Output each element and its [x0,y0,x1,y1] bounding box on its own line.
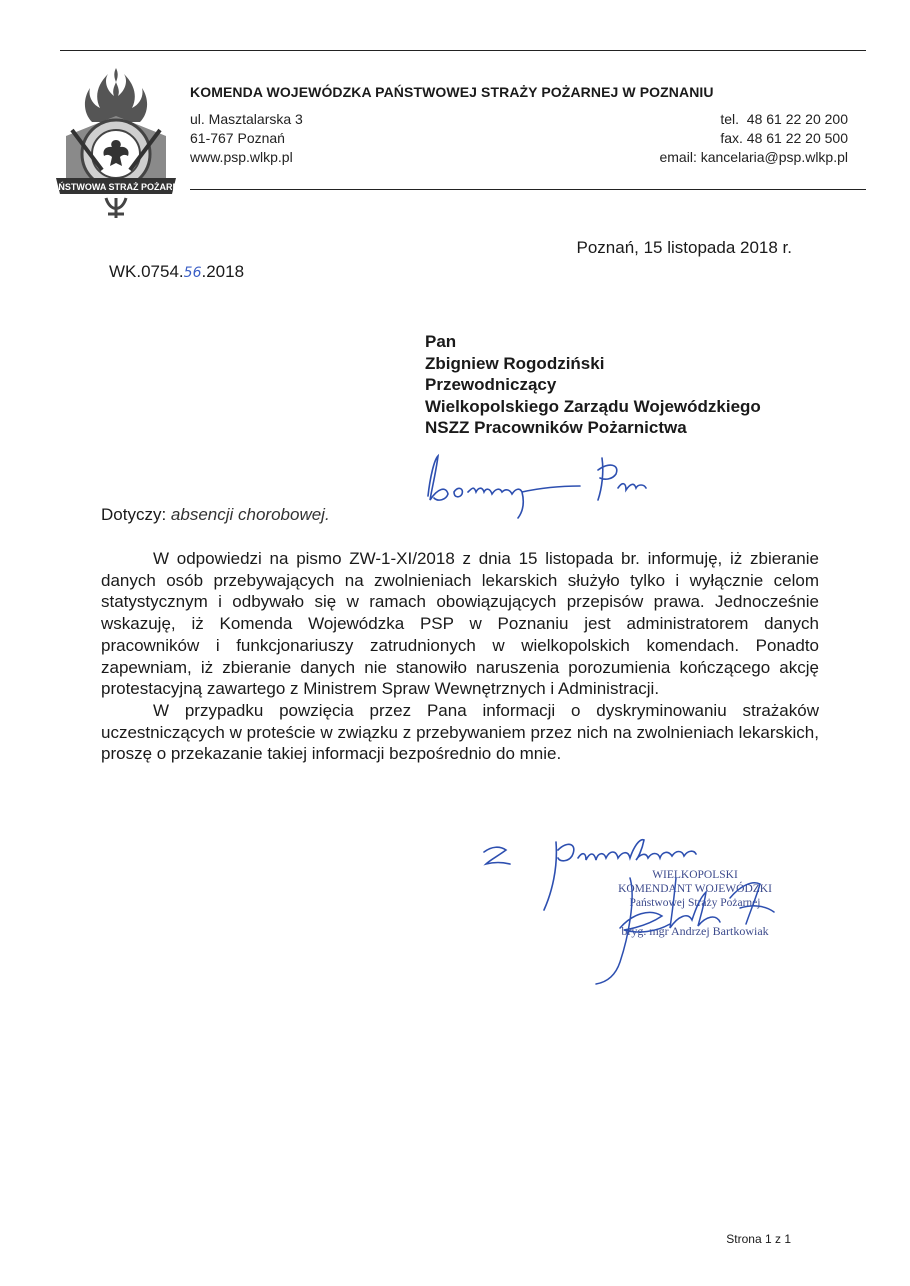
letter-body [101,548,819,765]
subject-line [101,505,330,525]
contact-block [659,110,848,167]
body-paragraph: W odpowiedzi na pismo ZW-1-XI/2018 z dnia 15 listopada br. informuję, iż zbieranie danych osób przebywających na zwolnieniach lekarskich służyło tylko i wyłącznie celom statystycznym i odbywało się w ramach obowiązujących przepisów prawa. Jednocześnie wskazuję, iż Komenda Wojewódzka PSP w Poznaniu jest administratorem danych pracowników i funkcjonariuszy zatrudnionych w wielkopolskich komendach. Ponadto zapewniam, iż zbieranie danych nie stanowiło naruszenia porozumienia kończącego akcję protestacyjną zawartego z Ministrem Spraw Wewnętrznych i Administracji. [101,549,819,699]
address-city: 61-767 Poznań [190,130,285,146]
organization-name: KOMENDA WOJEWÓDZKA PAŃSTWOWEJ STRAŻY POŻARNEJ W POZNANIU [190,84,714,100]
stamp-line3: Państwowej Straży Pożarnej [629,897,761,909]
subject-label: Dotyczy: [101,505,167,524]
handwritten-annotation [420,448,680,528]
recipient-block [425,331,761,439]
recipient-body: Wielkopolskiego Zarządu Wojewódzkiego [425,396,761,416]
fax-number: fax. 48 61 22 20 500 [720,130,848,146]
closing-text: Z poważaniem [560,836,567,837]
header-top-rule [60,50,866,51]
body-paragraph: W przypadku powzięcia przez Pana informacji o dyskryminowaniu strażaków uczestniczących w proteście w związku z przebywaniem przez nich na zwolnieniach lekarskich, proszę o przekazanie takiej informacji bezpośrednio do mnie. [101,700,819,764]
annotation-text: Koncowy Ew [420,526,426,527]
stamp-line1: WIELKOPOLSKI [652,869,738,881]
reference-prefix: WK.0754. [109,262,184,281]
email-link[interactable]: email: kancelaria@psp.wlkp.pl [659,149,848,165]
logo-text: PAŃSTWOWA STRAŻ POŻARNA [52,182,180,192]
recipient-name: Zbigniew Rogodziński [425,353,605,373]
psp-logo [52,66,180,220]
address-block [190,110,303,167]
place-date: Poznań, 15 listopada 2018 r. [576,238,792,257]
recipient-position: Przewodniczący [425,375,557,394]
reference-suffix: .2018 [201,262,245,281]
stamp-line2: KOMENDANT WOJEWÓDZKI [618,883,772,895]
recipient-salutation: Pan [425,332,457,351]
address-street: ul. Masztalarska 3 [190,111,303,127]
website-link[interactable]: www.psp.wlkp.pl [190,149,293,165]
phone-number: tel. 48 61 22 20 200 [720,111,848,127]
recipient-union: NSZZ Pracowników Pożarnictwa [425,418,687,437]
subject-text: absencji chorobowej. [170,505,330,524]
signature [580,858,800,988]
reference-handwritten: 56 [183,265,202,281]
header-bottom-rule [190,189,866,190]
reference-number [109,262,244,282]
signatory-name: bryg. mgr Andrzej Bartkowiak [621,924,769,938]
page-number: Strona 1 z 1 [726,1232,791,1246]
